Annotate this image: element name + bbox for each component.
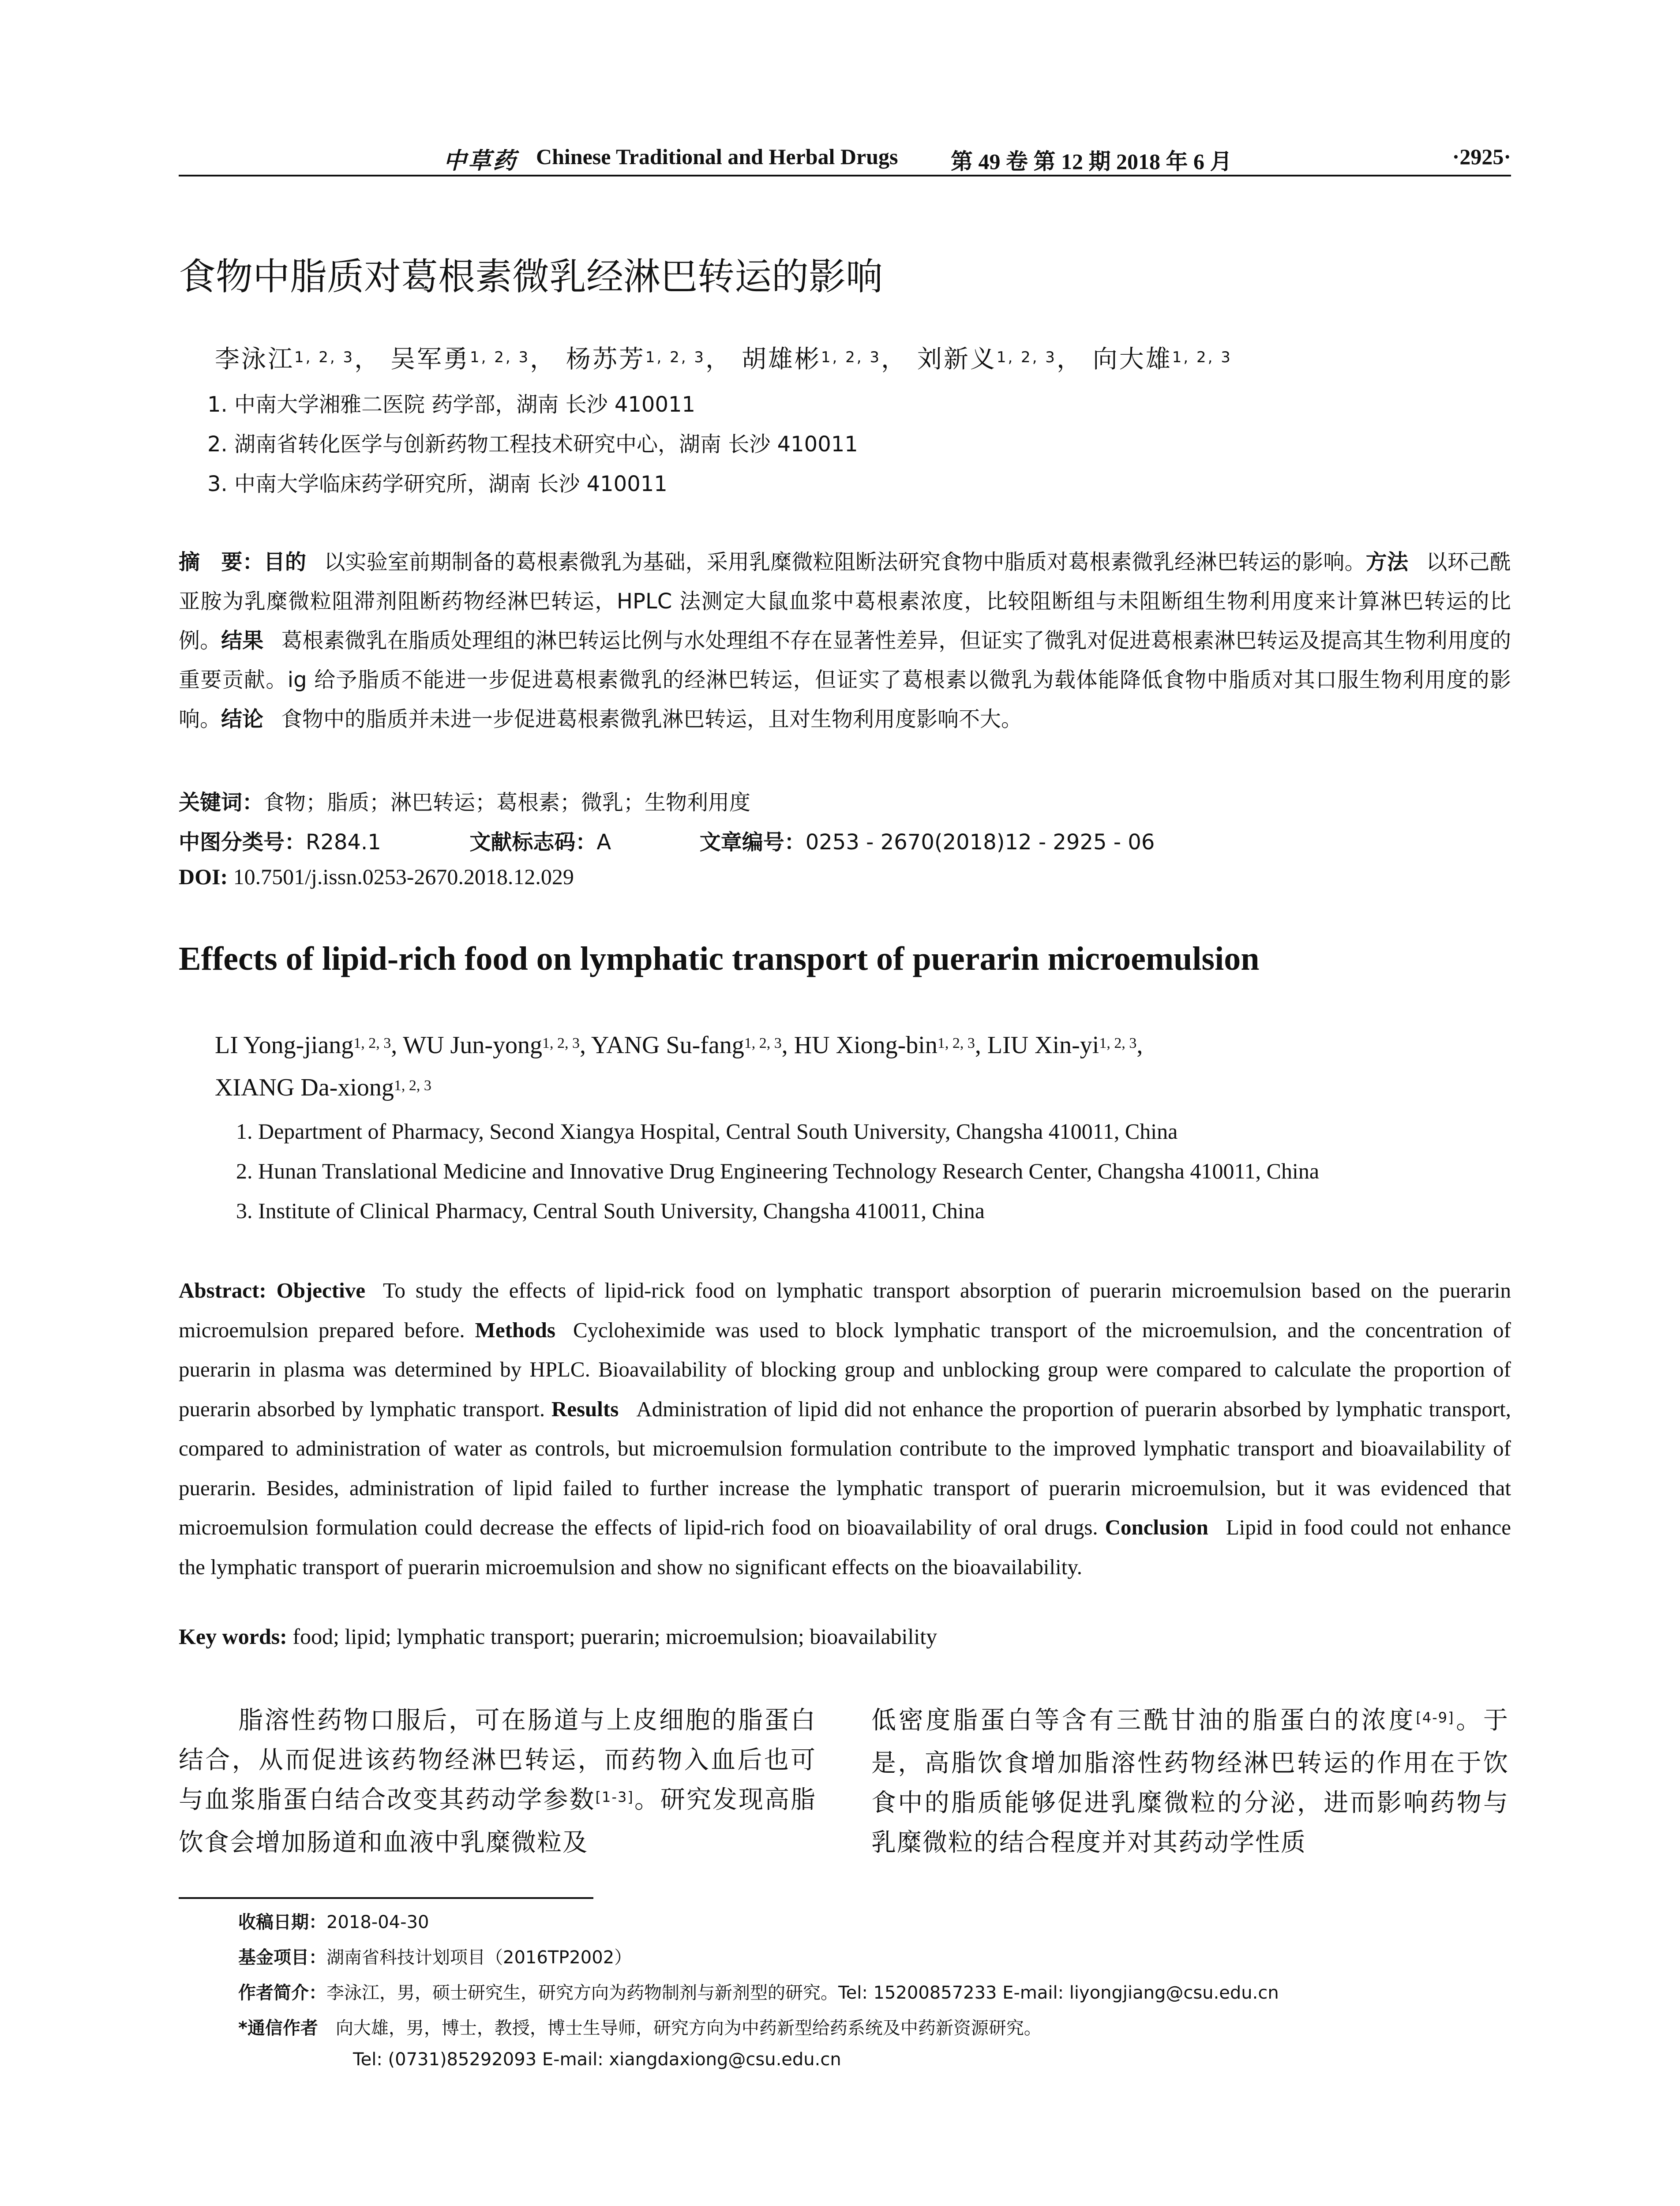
affiliation-cn-3: 3. 中南大学临床药学研究所，湖南 长沙 410011 [207,472,668,496]
author-cn: 胡雄彬$^{1, 2, 3}$， [741,345,908,374]
authors-cn [215,340,1232,375]
author-en: YANG Su-fang$^{1, 2, 3}$, [591,1032,794,1059]
author-cn: 李泳江$^{1, 2, 3}$， [215,345,381,374]
issue-info: 第 49 卷 第 12 期 2018 年 6 月 [951,149,1232,174]
footnote-rule [179,1897,593,1899]
abstract-en: Abstract: Objective To study the effects of lipid-rick food on lymphatic transport absorption of puerarin microemulsion based on the puerarin microemulsion prepared before. Methods Cycloheximide was used to block lymphatic transport of the microemulsion, and the concentration of puerarin in plasma was determined by HPLC. Bioavailability of blocking group and unblocking group were compared to calculate the proportion of puerarin absorbed by lymphatic transport. Results Administration of lipid did not enhance the proportion of puerarin absorbed by lymphatic transport, compared to administration of water as controls, but microemulsion formulation contribute to the improved lymphatic transport and bioavailability of puerarin. Besides, administration of lipid failed to further increase the lymphatic transport of puerarin microemulsion, but it was evidenced that microemulsion formulation could decrease the effects of lipid-rich food on bioavailability of oral drugs. Conclusion Lipid in food could not enhance the lymphatic transport of puerarin microemulsion and show no significant effects on the bioavailability. [179,1278,1511,1579]
running-header [179,140,1511,176]
journal-name-cn: 中草药 [443,149,518,174]
page-number: ·2925· [1452,144,1511,169]
author-en: WU Jun-yong$^{1, 2, 3}$, [403,1032,591,1059]
footnote-fund: 基金项目：湖南省科技计划项目（2016TP2002） [238,1947,632,1968]
keywords-en: Key words: food; lipid; lymphatic transport; puerarin; microemulsion; bioavailability [179,1624,938,1649]
author-cn: 杨苏芳$^{1, 2, 3}$， [566,345,732,374]
title-cn: 食物中脂质对葛根素微乳经淋巴转运的影响 [179,255,883,298]
author-cn: 向大雄$^{1, 2, 3}$ [1092,345,1232,374]
affiliation-en-1: 1. Department of Pharmacy, Second Xiangya Hospital, Central South University, Changsha 410011, China [236,1119,1178,1144]
title-en: Effects of lipid-rich food on lymphatic transport of puerarin microemulsion [179,940,1260,977]
article-number: 文章编号：0253 - 2670(2018)12 - 2925 - 06 [699,830,1155,855]
author-en: HU Xiong-bin$^{1, 2, 3}$, [794,1032,987,1059]
affiliation-en-3: 3. Institute of Clinical Pharmacy, Central South University, Changsha 410011, China [236,1198,985,1223]
classification-line [179,825,1511,855]
author-cn: 吴军勇$^{1, 2, 3}$， [390,345,557,374]
affiliation-cn-1: 1. 中南大学湘雅二医院 药学部，湖南 长沙 410011 [207,392,696,417]
header-rule [179,175,1511,176]
abstract-cn: 摘 要：目的 以实验室前期制备的葛根素微乳为基础，采用乳糜微粒阻断法研究食物中脂质对葛根素微乳经淋巴转运的影响。方法 以环己酰亚胺为乳糜微粒阻滞剂阻断药物经淋巴转运，HPLC 法测定大鼠血浆中葛根素浓度，比较阻断组与未阻断组生物利用度来计算淋巴转运的比例。结果 葛根素微乳在脂质处理组的淋巴转运比例与水处理组不存在显著性差异，但证实了微乳对促进葛根素淋巴转运及提高其生物利用度的重要贡献。ig 给予脂质不能进一步促进葛根素微乳的经淋巴转运，但证实了葛根素以微乳为载体能降低食物中脂质对其口服生物利用度的影响。结论 食物中的脂质并未进一步促进葛根素微乳淋巴转运，且对生物利用度影响不大。 [179,550,1511,732]
affiliation-en-2: 2. Hunan Translational Medicine and Innovative Drug Engineering Technology Research Center, Changsha 410011, China [236,1159,1320,1183]
author-cn: 刘新义$^{1, 2, 3}$， [917,345,1083,374]
footnote-received: 收稿日期：2018-04-30 [238,1912,429,1932]
author-en: LIU Xin-yi$^{1, 2, 3}$, [987,1032,1143,1059]
footnote-corresponding-contact: Tel: (0731)85292093 E-mail: xiangdaxiong@csu.edu.cn [353,2049,841,2070]
author-en: LI Yong-jiang$^{1, 2, 3}$, [215,1032,403,1059]
footnote-corresponding: *通信作者 向大雄，男，博士，教授，博士生导师，研究方向为中药新型给药系统及中药新资源研究。 [238,2018,1042,2038]
document-code: 文献标志码：A [469,830,611,855]
clc-code: 中图分类号：R284.1 [179,830,381,855]
affiliation-cn-2: 2. 湖南省转化医学与创新药物工程技术研究中心，湖南 长沙 410011 [207,432,858,457]
footnote-author: 作者简介：李泳江，男，硕士研究生，研究方向为药物制剂与新剂型的研究。Tel: 15200857233 E-mail: liyongjiang@csu.edu.cn [238,1983,1279,2003]
body-column-right: 低密度脂蛋白等含有三酰甘油的脂蛋白的浓度[4-9]。于是，高脂饮食增加脂溶性药物经淋巴转运的作用在于饮食中的脂质能够促进乳糜微粒的分泌，进而影响药物与乳糜微粒的结合程度并对其药动学性质 [871,1706,1509,1857]
doi-line: DOI: 10.7501/j.issn.0253-2670.2018.12.029 [179,864,574,889]
body-column-left: 脂溶性药物口服后，可在肠道与上皮细胞的脂蛋白结合，从而促进该药物经淋巴转运，而药物入血后也可与血浆脂蛋白结合改变其药动学参数[1-3]。研究发现高脂饮食会增加肠道和血液中乳糜微粒及 [179,1706,817,1857]
journal-name-en: Chinese Traditional and Herbal Drugs [536,144,898,169]
keywords-cn: 关键词：食物；脂质；淋巴转运；葛根素；微乳；生物利用度 [179,790,751,815]
authors-en [215,1026,1406,1111]
author-en: XIANG Da-xiong$^{1, 2, 3}$ [215,1074,431,1101]
